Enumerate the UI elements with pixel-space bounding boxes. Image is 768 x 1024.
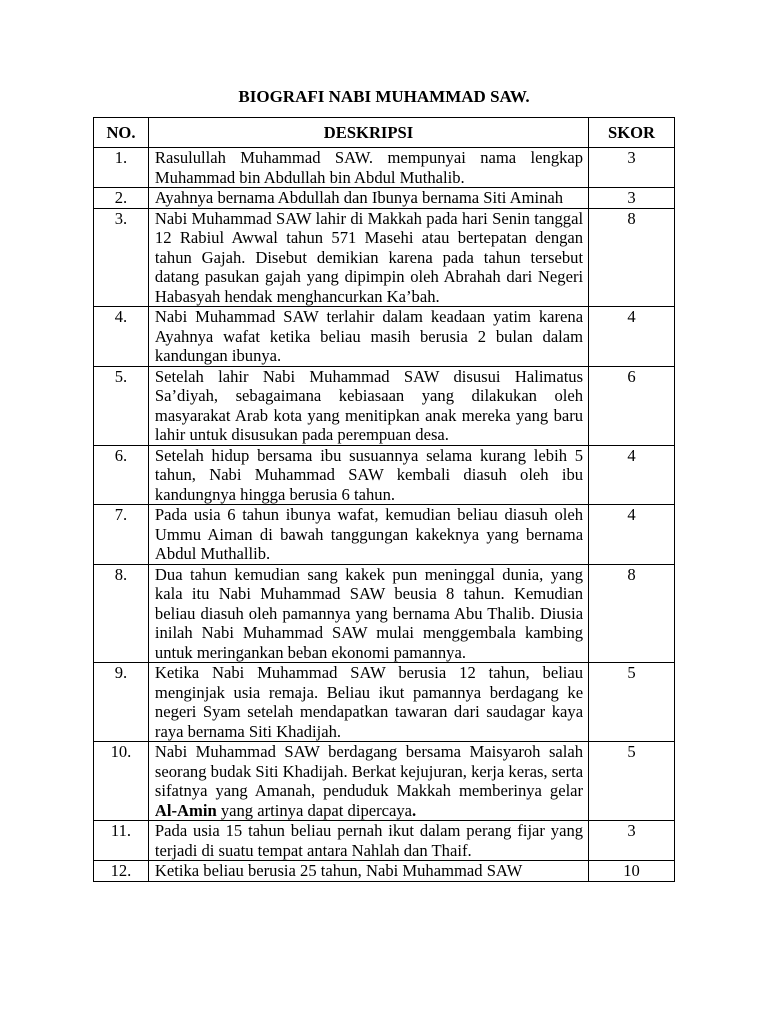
row-number: 8. [94, 564, 149, 663]
row-description: Pada usia 6 tahun ibunya wafat, kemudian beliau diasuh oleh Ummu Aiman di bawah tanggungan kakeknya yang bernama Abdul Muthallib. [148, 505, 588, 565]
row-description: Nabi Muhammad SAW lahir di Makkah pada hari Senin tanggal 12 Rabiul Awwal tahun 571 Masehi atau bertepatan dengan tahun Gajah. Disebut demikian karena pada tahun tersebut datang pasukan gajah yang dipimpin oleh Abrahah dari Negeri Habasyah hendak menghancurkan Ka’bah. [148, 208, 588, 307]
row-number: 11. [94, 821, 149, 861]
row-number: 4. [94, 307, 149, 367]
row-number: 3. [94, 208, 149, 307]
table-row [94, 564, 675, 663]
row-score: 3 [589, 821, 675, 861]
row-description: Pada usia 15 tahun beliau pernah ikut dalam perang fijar yang terjadi di suatu tempat antara Nahlah dan Thaif. [148, 821, 588, 861]
table-row [94, 505, 675, 565]
row-description: Nabi Muhammad SAW terlahir dalam keadaan yatim karena Ayahnya wafat ketika beliau masih berusia 2 bulan dalam kandungan ibunya. [148, 307, 588, 367]
table-header-row [94, 118, 675, 148]
row-description [148, 742, 588, 821]
row-description: Ketika beliau berusia 25 tahun, Nabi Muhammad SAW [148, 861, 588, 882]
description-period: . [412, 800, 417, 820]
document-title: BIOGRAFI NABI MUHAMMAD SAW. [238, 87, 530, 106]
row-number: 6. [94, 445, 149, 505]
row-score: 4 [589, 307, 675, 367]
row-score: 10 [589, 861, 675, 882]
row-number: 10. [94, 742, 149, 821]
row-score: 4 [589, 445, 675, 505]
row-description: Dua tahun kemudian sang kakek pun meninggal dunia, yang kala itu Nabi Muhammad SAW beusia 8 tahun. Kemudian beliau diasuh oleh pamannya yang bernama Abu Thalib. Diusia inilah Nabi Muhammad SAW mulai menggembala kambing untuk meringankan beban ekonomi pamannya. [148, 564, 588, 663]
row-score: 5 [589, 663, 675, 742]
row-number: 9. [94, 663, 149, 742]
description-text: yang artinya dapat dipercaya [216, 800, 413, 820]
row-number: 7. [94, 505, 149, 565]
header-deskripsi: DESKRIPSI [148, 118, 588, 148]
row-description: Ayahnya bernama Abdullah dan Ibunya bernama Siti Aminah [148, 188, 588, 209]
al-amin-emphasis: Al-Amin [154, 800, 217, 820]
row-score: 5 [589, 742, 675, 821]
table-row [94, 663, 675, 742]
description-text: Nabi Muhammad SAW berdagang bersama Maisyaroh salah seorang budak Siti Khadijah. Berkat kejujuran, kerja keras, serta sifatnya yang Amanah, penduduk Makkah memberinya gelar [154, 742, 584, 800]
row-description: Rasulullah Muhammad SAW. mempunyai nama lengkap Muhammad bin Abdullah bin Abdul Muthalib. [148, 148, 588, 188]
table-row [94, 188, 675, 209]
row-score: 8 [589, 564, 675, 663]
header-skor: SKOR [589, 118, 675, 148]
row-description: Ketika Nabi Muhammad SAW berusia 12 tahun, beliau menginjak usia remaja. Beliau ikut pamannya berdagang ke negeri Syam setelah mendapatkan tawaran dari saudagar kaya raya bernama Siti Khadijah. [148, 663, 588, 742]
table-row [94, 307, 675, 367]
table-row [94, 742, 675, 821]
table-row [94, 821, 675, 861]
row-score: 6 [589, 366, 675, 445]
biography-table [93, 117, 675, 882]
header-no: NO. [94, 118, 149, 148]
row-number: 2. [94, 188, 149, 209]
row-number: 12. [94, 861, 149, 882]
row-score: 4 [589, 505, 675, 565]
row-score: 8 [589, 208, 675, 307]
row-number: 5. [94, 366, 149, 445]
table-row [94, 366, 675, 445]
table-row [94, 208, 675, 307]
row-number: 1. [94, 148, 149, 188]
table-row [94, 861, 675, 882]
table-row [94, 148, 675, 188]
row-score: 3 [589, 188, 675, 209]
row-description: Setelah lahir Nabi Muhammad SAW disusui Halimatus Sa’diyah, sebagaimana kebiasaan yang dilakukan oleh masyarakat Arab kota yang menitipkan anak mereka yang baru lahir untuk disusukan pada perempuan desa. [148, 366, 588, 445]
row-score: 3 [589, 148, 675, 188]
row-description: Setelah hidup bersama ibu susuannya selama kurang lebih 5 tahun, Nabi Muhammad SAW kembali diasuh oleh ibu kandungnya hingga berusia 6 tahun. [148, 445, 588, 505]
table-row [94, 445, 675, 505]
